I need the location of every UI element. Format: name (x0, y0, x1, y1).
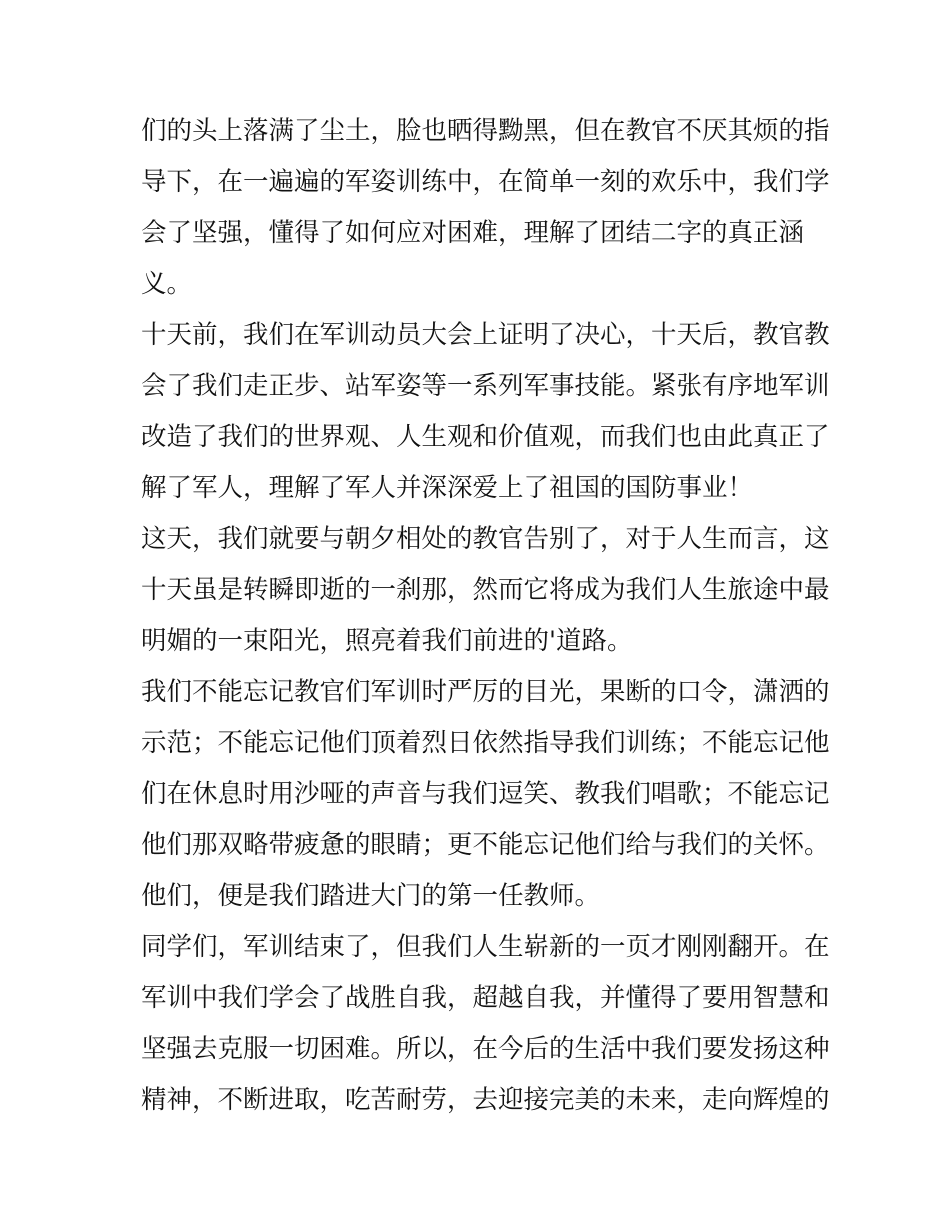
text-line: 精神，不断进取，吃苦耐劳，去迎接完美的未来，走向辉煌的 (141, 1085, 830, 1115)
text-line: 他们，便是我们踏进大门的第一任教师。 (141, 881, 601, 911)
text-line: 他们那双略带疲惫的眼睛；更不能忘记他们给与我们的关怀。 (141, 830, 830, 860)
text-line: 改造了我们的世界观、人生观和价值观，而我们也由此真正了 (141, 422, 830, 452)
text-line: 会了坚强，懂得了如何应对困难，理解了团结二字的真正涵 (141, 218, 805, 248)
text-line: 们在休息时用沙哑的声音与我们逗笑、教我们唱歌；不能忘记 (141, 779, 830, 809)
document-body-text (141, 106, 830, 1126)
text-line: 这天，我们就要与朝夕相处的教官告别了，对于人生而言，这 (141, 524, 830, 554)
text-line: 明媚的一束阳光，照亮着我们前进的'道路。 (141, 626, 633, 656)
text-line: 会了我们走正步、站军姿等一系列军事技能。紧张有序地军训 (141, 371, 830, 401)
text-line: 我们不能忘记教官们军训时严厉的目光，果断的口令，潇洒的 (141, 677, 830, 707)
text-line: 导下，在一遍遍的军姿训练中，在简单一刻的欢乐中，我们学 (141, 167, 830, 197)
text-line: 坚强去克服一切困难。所以，在今后的生活中我们要发扬这种 (141, 1034, 830, 1064)
text-line: 示范；不能忘记他们顶着烈日依然指导我们训练；不能忘记他 (141, 728, 830, 758)
text-line: 军训中我们学会了战胜自我，超越自我，并懂得了要用智慧和 (141, 983, 830, 1013)
text-line: 十天前，我们在军训动员大会上证明了决心，十天后，教官教 (141, 320, 830, 350)
text-line: 解了军人，理解了军人并深深爱上了祖国的国防事业！ (141, 473, 754, 503)
text-line: 们的头上落满了尘土，脸也晒得黝黑，但在教官不厌其烦的指 (141, 116, 830, 146)
text-line: 十天虽是转瞬即逝的一刹那，然而它将成为我们人生旅途中最 (141, 575, 830, 605)
text-line: 同学们，军训结束了，但我们人生崭新的一页才刚刚翻开。在 (141, 932, 830, 962)
text-line: 义。 (141, 269, 193, 299)
